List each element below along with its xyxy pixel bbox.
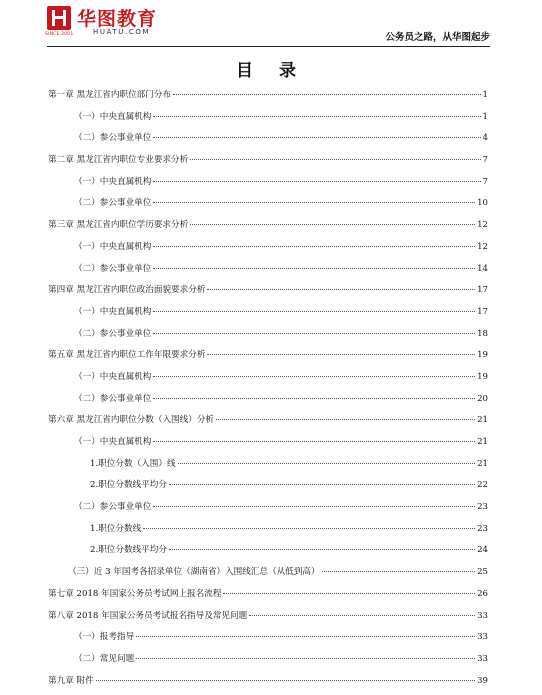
toc-entry-label: 第五章 黑龙江省内职位工作年限要求分析 <box>48 350 206 361</box>
dot-leader <box>169 549 475 550</box>
dot-leader <box>153 202 475 203</box>
toc-title: 目 录 <box>236 61 306 81</box>
toc-entry[interactable] <box>48 478 488 500</box>
toc-page-number: 22 <box>477 480 488 491</box>
toc-page-number: 19 <box>477 371 488 382</box>
toc-entry[interactable] <box>48 88 488 110</box>
huatu-logo <box>47 6 177 42</box>
toc-entry-label: 1.职位分数线 <box>90 523 142 534</box>
toc-entry-label: （二）参公事业单位 <box>74 198 152 209</box>
toc-entry-label: 第八章 2018 年国家公务员考试报名指导及常见问题 <box>48 610 248 621</box>
toc-entry[interactable] <box>48 131 488 153</box>
toc-entry[interactable] <box>48 630 488 652</box>
toc-entry[interactable] <box>48 457 488 479</box>
logo-since-text: SINCE 2001 <box>45 32 74 37</box>
toc-entry[interactable] <box>48 262 488 284</box>
toc-entry-label: 第二章 黑龙江省内职位专业要求分析 <box>48 155 189 166</box>
toc-page-number: 7 <box>482 176 488 187</box>
toc-page-number: 12 <box>477 220 488 231</box>
toc-page-number: 1 <box>482 111 488 122</box>
dot-leader <box>190 159 480 160</box>
dot-leader <box>173 94 480 95</box>
toc-entry[interactable] <box>48 587 488 609</box>
toc-entry[interactable] <box>48 674 488 695</box>
toc-page-number: 33 <box>477 632 488 643</box>
dot-leader <box>153 333 475 334</box>
toc-entry-label: 第七章 2018 年国家公务员考试网上报名流程 <box>48 588 222 599</box>
header-slogan: 公务员之路，从华图起步 <box>385 32 490 43</box>
dot-leader <box>96 680 475 681</box>
toc-entry-label: （二）常见问题 <box>74 653 135 664</box>
toc-entry-label: 2.职位分数线平均分 <box>90 545 167 556</box>
toc-page-number: 19 <box>477 350 488 361</box>
toc-entry-label: （一）中央直属机构 <box>74 111 152 122</box>
toc-entry-label: （一）中央直属机构 <box>74 306 152 317</box>
toc-page-number: 10 <box>477 198 488 209</box>
toc-entry[interactable] <box>48 370 488 392</box>
dot-leader <box>216 419 475 420</box>
toc-entry-label: （二）参公事业单位 <box>74 393 152 404</box>
toc-entry-label: （一）中央直属机构 <box>74 437 152 447</box>
toc-page-number: 14 <box>477 263 488 274</box>
toc-entry[interactable] <box>48 413 488 435</box>
dot-leader <box>322 571 476 572</box>
toc-entry[interactable] <box>48 609 488 631</box>
dot-leader <box>136 636 475 637</box>
dot-leader <box>223 593 475 594</box>
toc-entry[interactable] <box>48 522 488 544</box>
logo-chinese-name: 华图教育 <box>77 8 158 30</box>
toc-entry-label: 第六章 黑龙江省内职位分数（入围线）分析 <box>48 415 215 426</box>
toc-page-number: 33 <box>477 610 488 621</box>
toc-entry[interactable] <box>48 435 488 457</box>
logo-english-name: HUATU.COM <box>93 28 151 36</box>
toc-page-number: 21 <box>477 458 488 469</box>
toc-page-number: 18 <box>477 328 488 339</box>
toc-entry-label: 第一章 黑龙江省内职位部门分布 <box>48 90 172 100</box>
toc-entry-label: （二）参公事业单位 <box>74 502 152 513</box>
toc-page-number: 26 <box>477 588 488 599</box>
toc-page-number: 12 <box>477 241 488 252</box>
dot-leader <box>153 398 475 399</box>
toc-entry[interactable] <box>48 327 488 349</box>
toc-page-number: 21 <box>477 437 488 447</box>
dot-leader <box>178 463 476 464</box>
table-of-contents <box>48 88 488 695</box>
toc-entry[interactable] <box>48 543 488 565</box>
toc-entry-label: 第四章 黑龙江省内职位政治面貌要求分析 <box>48 285 206 296</box>
toc-entry-label: （一）中央直属机构 <box>74 176 152 187</box>
toc-entry[interactable] <box>48 392 488 414</box>
huatu-logo-icon <box>47 6 71 30</box>
toc-entry-label: （一）中央直属机构 <box>74 241 152 252</box>
toc-entry[interactable] <box>48 348 488 370</box>
toc-page-number: 17 <box>477 306 488 317</box>
toc-entry-label: （一）中央直属机构 <box>74 371 152 382</box>
toc-entry[interactable] <box>48 565 488 587</box>
toc-page-number: 1 <box>482 90 488 100</box>
dot-leader <box>153 441 475 442</box>
toc-page-number: 33 <box>477 653 488 664</box>
toc-entry[interactable] <box>48 175 488 197</box>
toc-entry[interactable] <box>48 110 488 132</box>
toc-page-number: 24 <box>477 545 488 556</box>
toc-entry-label: 第九章 附件 <box>48 675 94 686</box>
dot-leader <box>153 376 475 377</box>
dot-leader <box>143 528 475 529</box>
dot-leader <box>169 484 475 485</box>
toc-entry[interactable] <box>48 652 488 674</box>
toc-entry[interactable] <box>48 500 488 522</box>
dot-leader <box>190 224 475 225</box>
toc-entry[interactable] <box>48 196 488 218</box>
toc-page-number: 23 <box>477 523 488 534</box>
dot-leader <box>153 268 475 269</box>
toc-entry-label: （三）近 3 年国考各招录单位（湖南省）入围线汇总（从低到高） <box>68 567 320 578</box>
toc-entry-label: 第三章 黑龙江省内职位学历要求分析 <box>48 220 189 231</box>
toc-page-number: 23 <box>477 502 488 513</box>
dot-leader <box>207 354 475 355</box>
dot-leader <box>136 658 475 659</box>
dot-leader <box>153 116 480 117</box>
dot-leader <box>153 181 480 182</box>
toc-page-number: 39 <box>477 675 488 686</box>
dot-leader <box>153 246 475 247</box>
toc-entry[interactable] <box>48 240 488 262</box>
dot-leader <box>153 506 475 507</box>
toc-page-number: 17 <box>477 285 488 296</box>
page-header <box>0 0 542 52</box>
dot-leader <box>249 615 475 616</box>
toc-entry-label: 1.职位分数（入围）线 <box>90 458 176 469</box>
toc-entry[interactable] <box>48 153 488 175</box>
toc-entry-label: 2.职位分数线平均分 <box>90 480 167 491</box>
toc-page-number: 20 <box>477 393 488 404</box>
toc-page-number: 21 <box>477 415 488 426</box>
toc-page-number: 4 <box>482 133 488 144</box>
dot-leader <box>207 289 475 290</box>
toc-page-number: 7 <box>482 155 488 166</box>
toc-entry-label: （一）报考指导 <box>74 632 135 643</box>
toc-entry-label: （二）参公事业单位 <box>74 263 152 274</box>
toc-entry[interactable] <box>48 218 488 240</box>
dot-leader <box>153 137 480 138</box>
toc-entry[interactable] <box>48 305 488 327</box>
toc-entry-label: （二）参公事业单位 <box>74 133 152 144</box>
header-divider <box>47 46 490 47</box>
toc-page-number: 25 <box>477 567 488 578</box>
dot-leader <box>153 311 475 312</box>
toc-entry-label: （二）参公事业单位 <box>74 328 152 339</box>
toc-entry[interactable] <box>48 283 488 305</box>
